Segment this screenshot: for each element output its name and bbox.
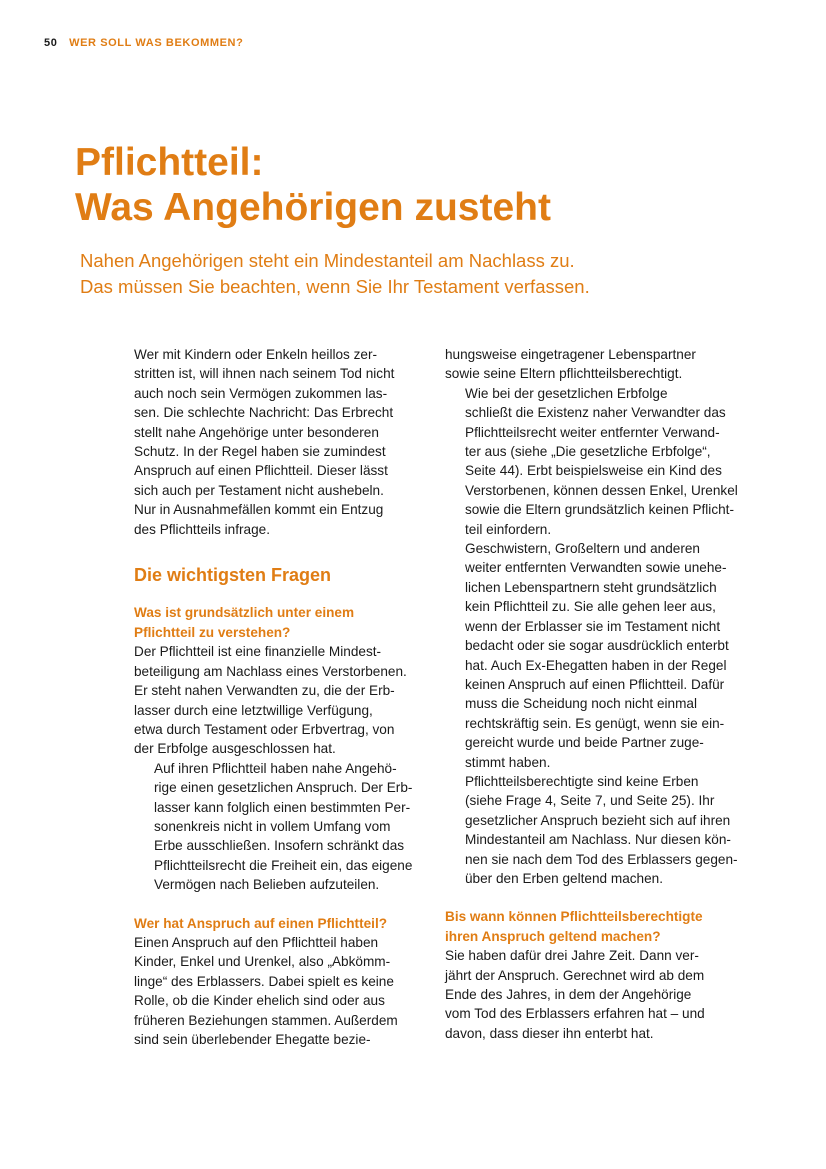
- text-line: sowie seine Eltern pflichtteilsberechtigt.: [445, 366, 683, 382]
- text-line: (siehe Frage 4, Seite 7, und Seite 25). Ihr: [465, 793, 715, 809]
- text-line: lichen Lebenspartnern steht grundsätzlich: [465, 579, 717, 595]
- question-heading: [445, 907, 740, 946]
- text-line: etwa durch Testament oder Erbvertrag, von: [134, 721, 395, 737]
- lead-line: Nahen Angehörigen steht ein Mindestanteil am Nachlass zu.: [80, 250, 575, 271]
- text-line: rechtskräftig sein. Es genügt, wenn sie ein-: [465, 715, 725, 731]
- question-heading: [134, 914, 424, 933]
- text-line: Nur in Ausnahmefällen kommt ein Entzug: [134, 502, 384, 518]
- text-line: beteiligung am Nachlass eines Verstorbenen.: [134, 663, 407, 679]
- text-line: Was ist grundsätzlich unter einem: [134, 605, 355, 621]
- text-line: Er steht nahen Verwandten zu, die der Erb-: [134, 683, 395, 699]
- body-paragraph: [445, 772, 740, 888]
- page-number: 50: [44, 37, 58, 49]
- body-paragraph: [445, 345, 740, 384]
- text-line: der Erbfolge ausgeschlossen hat.: [134, 741, 336, 757]
- text-line: Anspruch auf einen Pflichtteil. Dieser lässt: [134, 463, 388, 479]
- text-line: nen sie nach dem Tod des Erblassers gegen-: [465, 851, 738, 867]
- lead-line: Das müssen Sie beachten, wenn Sie Ihr Testament verfassen.: [80, 276, 590, 297]
- text-line: stritten ist, will ihnen nach seinem Tod nicht: [134, 366, 395, 382]
- intro-paragraph: [134, 345, 424, 539]
- text-line: lasser durch eine letztwillige Verfügung,: [134, 702, 373, 718]
- question-heading: [134, 603, 424, 642]
- text-line: Ende des Jahres, in dem der Angehörige: [445, 987, 692, 1002]
- text-line: Mindestanteil am Nachlass. Nur diesen kön-: [465, 832, 731, 848]
- text-line: gesetzlicher Anspruch bezieht sich auf ihren: [465, 812, 731, 828]
- text-line: Bis wann können Pflichtteilsberechtigte: [445, 909, 703, 925]
- text-line: Kinder, Enkel und Urenkel, also „Abkömm-: [134, 954, 391, 970]
- text-line: bedacht oder sie sogar ausdrücklich enterbt: [465, 638, 729, 654]
- answer-paragraph: [445, 946, 740, 1043]
- section-title: WER SOLL WAS BEKOMMEN?: [69, 37, 244, 49]
- text-line: über den Erben geltend machen.: [465, 870, 664, 886]
- answer-paragraph: [134, 933, 424, 1049]
- text-line: stimmt haben.: [465, 754, 551, 770]
- text-line: sonenkreis nicht in vollem Umfang vom: [154, 818, 391, 834]
- text-line: muss die Scheidung noch nicht einmal: [465, 696, 697, 712]
- left-column: [134, 345, 424, 1049]
- text-line: vom Tod des Erblassers erfahren hat – und: [445, 1006, 705, 1022]
- text-line: ihren Anspruch geltend machen?: [445, 928, 661, 944]
- text-line: gereicht wurde und beide Partner zuge-: [465, 735, 704, 751]
- text-line: Schutz. In der Regel haben sie zumindest: [134, 444, 386, 460]
- lead-paragraph: [80, 248, 590, 300]
- text-line: Auf ihren Pflichtteil haben nahe Angehö-: [154, 760, 397, 776]
- text-line: sen. Die schlechte Nachricht: Das Erbrecht: [134, 405, 394, 421]
- body-paragraph: [445, 384, 740, 539]
- page-title: [75, 140, 551, 230]
- text-line: auch noch sein Vermögen zukommen las-: [134, 385, 388, 401]
- body-paragraph: [445, 539, 740, 772]
- text-line: Einen Anspruch auf den Pflichtteil haben: [134, 934, 379, 950]
- text-line: Vermögen nach Belieben aufzuteilen.: [154, 877, 380, 893]
- text-line: Sie haben dafür drei Jahre Zeit. Dann ver-: [445, 948, 699, 964]
- text-line: linge“ des Erblassers. Dabei spielt es keine: [134, 973, 394, 989]
- text-line: sind sein überlebender Ehegatte bezie-: [134, 1032, 371, 1047]
- running-header: [44, 37, 243, 49]
- text-line: hat. Auch Ex-Ehegatten haben in der Regel: [465, 657, 727, 673]
- text-line: weiter entfernten Verwandten sowie unehe-: [465, 560, 727, 576]
- text-line: Pflichtteil zu verstehen?: [134, 624, 291, 640]
- text-line: kein Pflichtteil zu. Sie alle gehen leer aus,: [465, 599, 716, 615]
- text-line: Pflichtteilsrecht weiter entfernter Verwand-: [465, 424, 720, 440]
- text-line: Wie bei der gesetzlichen Erbfolge: [465, 385, 668, 401]
- text-line: lasser kann folglich einen bestimmten Per-: [154, 799, 411, 815]
- title-line: Was Angehörigen zusteht: [75, 186, 551, 229]
- section-heading: Die wichtigsten Fragen: [134, 565, 332, 586]
- text-line: ter aus (siehe „Die gesetzliche Erbfolge“,: [465, 444, 711, 460]
- text-line: Seite 44). Erbt beispielsweise ein Kind des: [465, 463, 722, 479]
- text-line: Der Pflichtteil ist eine finanzielle Mindest-: [134, 644, 382, 660]
- text-line: sowie die Eltern grundsätzlich keinen Pflicht-: [465, 502, 734, 518]
- text-line: hungsweise eingetragener Lebenspartner: [445, 347, 696, 362]
- text-line: Wer mit Kindern oder Enkeln heillos zer-: [134, 347, 378, 362]
- text-line: Pflichtteilsrecht die Freiheit ein, das eigene: [154, 857, 413, 873]
- text-line: Verstorbenen, können dessen Enkel, Urenkel: [465, 482, 738, 498]
- text-line: Erbe ausschließen. Insofern schränkt das: [154, 838, 405, 854]
- text-line: des Pflichtteils infrage.: [134, 521, 271, 537]
- text-line: Pflichtteilsberechtigte sind keine Erben: [465, 773, 699, 789]
- text-line: jährt der Anspruch. Gerechnet wird ab dem: [445, 967, 705, 983]
- title-line: Pflichtteil:: [75, 141, 264, 184]
- right-column: [445, 345, 740, 1043]
- text-line: sich auch per Testament nicht aushebeln.: [134, 482, 384, 498]
- text-line: früheren Beziehungen stammen. Außerdem: [134, 1012, 398, 1028]
- text-line: stellt nahe Angehörige unter besonderen: [134, 424, 379, 440]
- text-line: Rolle, ob die Kinder ehelich sind oder aus: [134, 993, 385, 1009]
- text-line: Wer hat Anspruch auf einen Pflichtteil?: [134, 915, 388, 931]
- text-line: keinen Anspruch auf einen Pflichtteil. Dafür: [465, 676, 725, 692]
- text-line: rige einen gesetzlichen Anspruch. Der Erb-: [154, 780, 413, 796]
- text-line: davon, dass dieser ihn enterbt hat.: [445, 1025, 654, 1041]
- answer-paragraph: [134, 759, 424, 895]
- text-line: Geschwistern, Großeltern und anderen: [465, 541, 700, 557]
- text-line: wenn der Erblasser sie im Testament nicht: [465, 618, 721, 634]
- text-line: schließt die Existenz naher Verwandter das: [465, 405, 726, 421]
- text-line: teil einfordern.: [465, 521, 552, 537]
- answer-paragraph: [134, 642, 424, 758]
